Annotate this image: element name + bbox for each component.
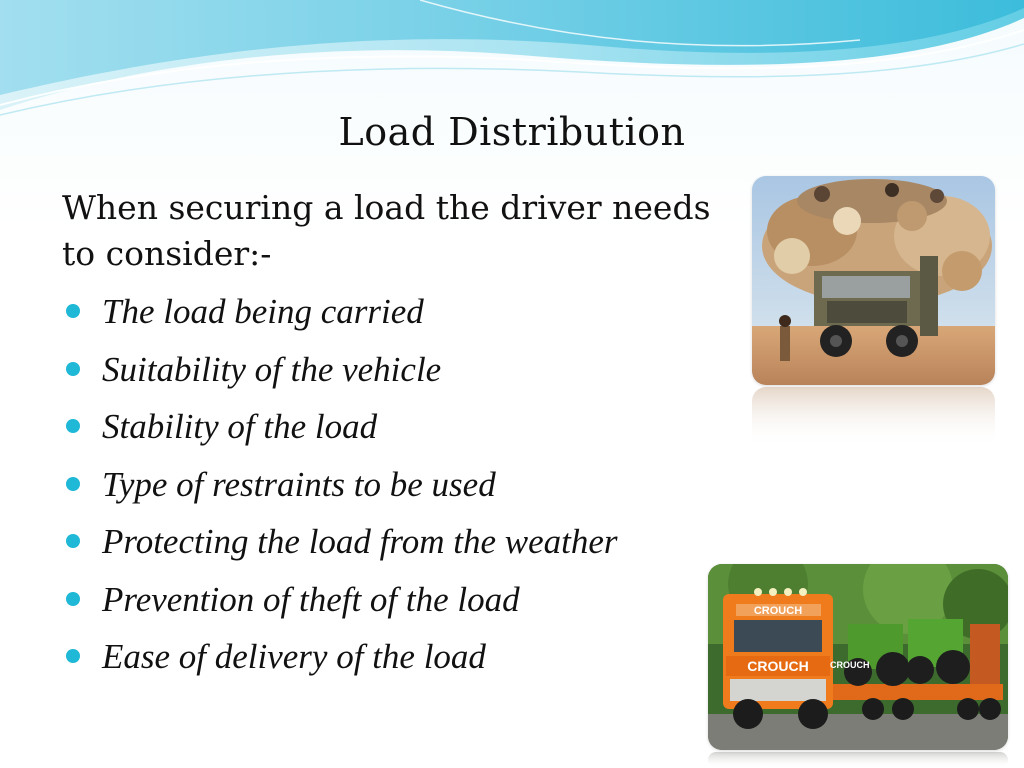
list-item-text: Stability of the load: [102, 407, 378, 446]
bullet-dot-icon: [66, 592, 80, 606]
reflection-gradient: [752, 387, 995, 447]
orange-lorry-illustration: [708, 564, 1008, 750]
grille-sign-text: CROUCH: [747, 658, 809, 674]
list-item-text: Suitability of the vehicle: [102, 349, 442, 389]
consideration-list: [62, 283, 722, 686]
overloaded-truck-photo: [752, 176, 995, 385]
orange-lorry-photo: [708, 564, 1008, 750]
photo-reflection: [708, 752, 1008, 768]
list-item: [62, 628, 722, 686]
list-item-text: Prevention of theft of the load: [102, 579, 520, 619]
list-item-text: The load being carried: [102, 292, 424, 331]
bullet-dot-icon: [66, 304, 80, 318]
door-sign-text: CROUCH: [830, 660, 870, 670]
bullet-dot-icon: [66, 477, 80, 491]
list-item-text: Protecting the load from the weather: [102, 522, 618, 561]
overloaded-truck-illustration: [752, 176, 995, 385]
intro-text: When securing a load the driver needs to consider:-: [62, 188, 711, 273]
photo-reflection: [752, 387, 995, 447]
bullet-dot-icon: [66, 419, 80, 433]
list-item-text: Ease of delivery of the load: [102, 637, 486, 676]
list-item: [62, 513, 722, 571]
list-item: [62, 456, 722, 514]
cab-sign-text: CROUCH: [753, 605, 803, 617]
list-item: [62, 571, 722, 629]
list-item: [62, 398, 722, 456]
list-item: [62, 341, 722, 399]
slide-title: Load Distribution: [338, 110, 686, 154]
bullet-dot-icon: [66, 362, 80, 376]
bullet-dot-icon: [66, 649, 80, 663]
reflection-gradient: [708, 752, 1008, 768]
list-item-text: Type of restraints to be used: [102, 464, 496, 504]
list-item: [62, 283, 722, 341]
bullet-dot-icon: [66, 534, 80, 548]
